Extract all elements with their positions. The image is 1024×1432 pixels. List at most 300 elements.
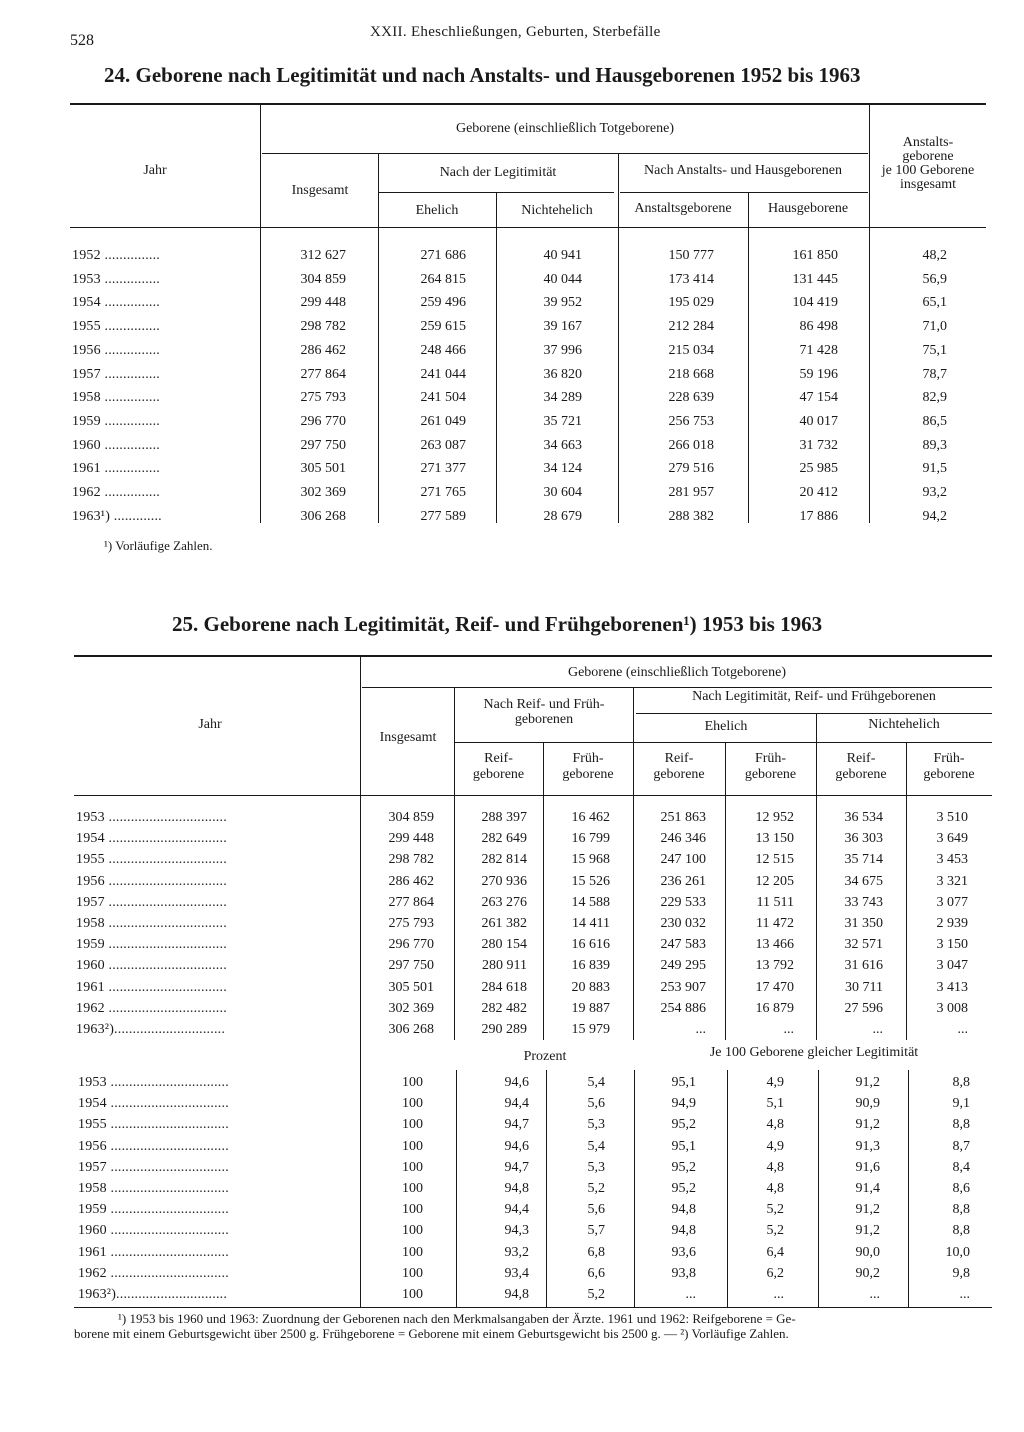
t24-cell: 312 627 <box>300 248 346 263</box>
t24-cell: 65,1 <box>922 295 947 311</box>
t25-pct-row-year: 1953 ................................ <box>78 1075 229 1090</box>
t24-cell: 277 864 <box>300 366 346 382</box>
t25-abs-cell: 275 793 <box>388 916 434 931</box>
t24-cell: 48,2 <box>922 248 947 263</box>
table-24-vrule <box>260 105 261 523</box>
t25-abs-cell: 3 649 <box>936 831 968 847</box>
t25-abs-cell: 11 511 <box>756 894 794 910</box>
t25-abs-cell: 27 596 <box>844 1000 883 1016</box>
t25-abs-cell: 12 515 <box>755 852 794 868</box>
t25-reif-header: Reif- <box>484 751 513 766</box>
t24-cell: 212 284 <box>668 319 714 335</box>
t25-abs-cell: 13 792 <box>755 958 794 974</box>
t25-pct-cell: 95,1 <box>671 1138 696 1154</box>
t24-cell: 89,3 <box>922 437 947 453</box>
t25-pct-cell: 93,2 <box>504 1244 529 1260</box>
t24-cell: 288 382 <box>668 508 714 524</box>
t24-cell: 17 886 <box>799 508 838 524</box>
table-24-group-rule <box>262 153 868 154</box>
t25-abs-row-year: 1962 ................................ <box>76 1000 227 1016</box>
t24-je100-header: geborene <box>902 149 954 164</box>
t25-group-header: Geborene (einschließlich Totgeborene) <box>567 665 786 680</box>
t25-abs-cell: 15 979 <box>571 1022 610 1037</box>
t24-cell: 296 770 <box>300 413 346 429</box>
t25-abs-row-year: 1954 ................................ <box>76 831 227 847</box>
t24-cell: 20 412 <box>799 485 838 500</box>
t25-abs-cell: 280 154 <box>481 937 527 953</box>
t25-pct-cell: 100 <box>402 1159 423 1175</box>
t25-pct-cell: 91,2 <box>855 1223 880 1239</box>
t24-cell: 82,9 <box>922 390 947 406</box>
t25-abs-cell: 11 472 <box>756 916 794 931</box>
t25-pct-cell: 5,6 <box>587 1096 605 1112</box>
t24-je100-header: je 100 Geborene <box>881 163 975 178</box>
running-head: XXII. Eheschließungen, Geburten, Sterbefälle <box>370 24 661 40</box>
t25-pct-row-year: 1954 ................................ <box>78 1096 229 1112</box>
t24-cell: 56,9 <box>922 271 947 287</box>
t24-cell: 40 044 <box>543 271 582 287</box>
t25-pct-cell: 100 <box>402 1244 423 1260</box>
t25-pct-cell: 94,8 <box>504 1181 529 1196</box>
t25-ehelich-header: Ehelich <box>704 719 748 734</box>
t25-abs-cell: 3 413 <box>936 979 968 995</box>
t25-abs-row-year: 1960 ................................ <box>76 958 227 974</box>
table-25-title: 25. Geborene nach Legitimität, Reif- und Frühgeborenen¹) 1953 bis 1963 <box>172 612 823 636</box>
t25-frueh-header: geborene <box>923 767 975 782</box>
t25-pct-cell: 94,7 <box>504 1159 529 1175</box>
t25-abs-cell: 288 397 <box>481 810 527 825</box>
t25-pct-cell: ... <box>959 1287 970 1302</box>
t25-frueh-header: geborene <box>744 767 797 782</box>
t24-cell: 271 686 <box>420 248 466 263</box>
t25-pct-cell: 95,1 <box>671 1075 696 1090</box>
t24-nichtehelich-header: Nichtehelich <box>521 203 593 218</box>
t25-pct-cell: 8,8 <box>952 1223 970 1239</box>
t25-pct-cell: 8,8 <box>952 1117 970 1133</box>
t25-abs-cell: 3 510 <box>936 810 968 825</box>
t25-pct-row-year: 1961 ................................ <box>78 1244 229 1260</box>
t25-pct-cell: 8,4 <box>952 1159 970 1175</box>
t25-abs-cell: 290 289 <box>481 1022 527 1037</box>
t24-cell: 281 957 <box>668 485 714 500</box>
t24-cell: 195 029 <box>668 295 714 311</box>
t25-abs-cell: 3 077 <box>936 894 968 910</box>
t25-abs-cell: 16 462 <box>571 810 610 825</box>
t25-jahr-header: Jahr <box>198 717 222 732</box>
t25-pct-cell: 94,4 <box>504 1202 529 1218</box>
t24-cell: 91,5 <box>922 461 947 477</box>
t25-footnote: ¹) 1953 bis 1960 und 1963: Zuordnung der Geborenen nach den Merkmalsangaben der Ärzte. 1961 und 1962: Reifgeborene = Ge- <box>118 1311 796 1326</box>
t25-abs-cell: ... <box>695 1022 706 1037</box>
t24-cell: 306 268 <box>300 508 346 524</box>
t25-abs-cell: 302 369 <box>388 1000 434 1016</box>
t25-abs-cell: 3 008 <box>936 1000 968 1016</box>
t25-abs-row-year: 1963²).............................. <box>76 1022 226 1037</box>
t24-cell: 86 498 <box>799 319 838 335</box>
t25-abs-cell: 263 276 <box>481 894 527 910</box>
t24-cell: 31 732 <box>799 437 838 453</box>
t25-pct-cell: 100 <box>402 1265 423 1281</box>
t24-cell: 30 604 <box>543 485 582 500</box>
t25-abs-cell: 249 295 <box>660 958 706 974</box>
t25-pct-cell: 100 <box>402 1117 423 1133</box>
t25-abs-row-year: 1953 ................................ <box>76 810 227 825</box>
t25-abs-row-year: 1955 ................................ <box>76 852 227 868</box>
t25-pct-cell: 94,8 <box>671 1223 696 1239</box>
t25-pct-cell: 91,2 <box>855 1117 880 1133</box>
t24-anstalt-header: Anstaltsgeborene <box>634 201 732 216</box>
t25-frueh-header: geborene <box>562 767 614 782</box>
table-25-sub-rule <box>454 742 992 743</box>
t25-abs-cell: 17 470 <box>755 979 794 995</box>
t25-pct-cell: 90,2 <box>855 1265 880 1281</box>
t25-pct-cell: 90,0 <box>855 1244 880 1260</box>
t25-footnote: borene mit einem Geburtsgewicht über 2500 g. Frühgeborene = Geborene mit einem Geburtsgewicht bis 2500 g. — ²) Vorläufige Zahlen. <box>74 1326 789 1341</box>
t25-pct-cell: 94,8 <box>504 1287 529 1302</box>
t25-pct-cell: 5,4 <box>587 1075 605 1090</box>
t24-cell: 94,2 <box>922 508 947 524</box>
t24-legit-header: Nach der Legitimität <box>439 165 557 180</box>
t25-reif-group-header: Nach Reif- und Früh- <box>483 697 605 712</box>
t24-cell: 297 750 <box>300 437 346 453</box>
t24-row-year: 1957 ............... <box>72 366 160 382</box>
t25-abs-cell: 35 714 <box>844 852 883 868</box>
t25-abs-cell: 12 205 <box>755 873 794 889</box>
t24-footnote: ¹) Vorläufige Zahlen. <box>104 538 213 553</box>
t25-abs-cell: 14 411 <box>572 916 610 931</box>
t25-abs-cell: 2 939 <box>936 916 968 931</box>
t25-abs-cell: 32 571 <box>844 937 883 953</box>
t25-pct-cell: 4,8 <box>766 1159 784 1175</box>
table-24-anstalt-rule <box>620 192 868 193</box>
t25-je100-label: Je 100 Geborene gleicher Legitimität <box>709 1045 919 1060</box>
t25-abs-cell: 247 100 <box>660 852 706 868</box>
t25-pct-cell: 9,8 <box>952 1265 970 1281</box>
t25-abs-cell: 229 533 <box>660 894 706 910</box>
t24-row-year: 1961 ............... <box>72 461 160 477</box>
t25-abs-cell: 3 453 <box>936 852 968 868</box>
t24-cell: 266 018 <box>668 437 714 453</box>
t25-pct-cell: 100 <box>402 1096 423 1112</box>
t24-cell: 71 428 <box>799 342 838 358</box>
t24-row-year: 1955 ............... <box>72 319 160 335</box>
t24-cell: 248 466 <box>420 342 466 358</box>
table-24-header-rule <box>70 227 986 228</box>
t25-abs-cell: 282 649 <box>481 831 527 847</box>
t24-cell: 173 414 <box>668 271 714 287</box>
t25-abs-cell: 251 863 <box>660 810 706 825</box>
t25-pct-cell: 8,7 <box>952 1138 970 1154</box>
t25-pct-cell: 5,3 <box>587 1159 605 1175</box>
t25-abs-cell: ... <box>957 1022 968 1037</box>
t24-cell: 93,2 <box>922 485 947 500</box>
t25-pct-cell: 5,2 <box>587 1181 605 1196</box>
t24-insgesamt-header: Insgesamt <box>291 183 349 198</box>
t24-cell: 28 679 <box>543 508 582 524</box>
t25-pct-cell: 6,8 <box>587 1244 605 1260</box>
t25-abs-cell: 280 911 <box>482 958 527 974</box>
t25-abs-cell: 16 839 <box>571 958 610 974</box>
t24-cell: 218 668 <box>668 366 714 382</box>
table-25-top-rule <box>74 655 992 657</box>
t24-cell: 241 044 <box>420 366 466 382</box>
t24-cell: 241 504 <box>420 390 466 406</box>
t25-abs-cell: 16 799 <box>571 831 610 847</box>
t25-reif-header: geborene <box>835 767 887 782</box>
t25-abs-cell: 33 743 <box>844 894 883 910</box>
table-25-legit-rule <box>636 713 992 714</box>
t25-abs-cell: 246 346 <box>660 831 706 847</box>
t24-cell: 261 049 <box>420 413 466 429</box>
t24-row-year: 1956 ............... <box>72 342 160 358</box>
t25-abs-row-year: 1959 ................................ <box>76 937 227 953</box>
t25-pct-cell: 8,8 <box>952 1202 970 1218</box>
t25-reif-header: geborene <box>653 767 705 782</box>
t25-abs-cell: 298 782 <box>388 852 434 868</box>
t25-abs-cell: 306 268 <box>388 1022 434 1037</box>
t25-abs-cell: 261 382 <box>481 916 527 931</box>
t25-reif-group-header: geborenen <box>514 712 574 727</box>
table-24-title: 24. Geborene nach Legitimität und nach Anstalts- und Hausgeborenen 1952 bis 1963 <box>104 63 861 87</box>
t25-abs-row-year: 1961 ................................ <box>76 979 227 995</box>
t25-abs-row-year: 1956 ................................ <box>76 873 227 889</box>
table-25-group-rule <box>362 687 992 688</box>
t25-pct-cell: 100 <box>402 1138 423 1154</box>
t25-abs-cell: 16 879 <box>755 1000 794 1016</box>
t25-pct-row-year: 1962 ................................ <box>78 1265 229 1281</box>
t25-pct-cell: 91,4 <box>855 1181 880 1196</box>
t25-abs-cell: 296 770 <box>388 937 434 953</box>
t25-pct-cell: ... <box>869 1287 880 1302</box>
t24-cell: 71,0 <box>922 319 947 335</box>
t25-pct-cell: 5,7 <box>587 1223 605 1239</box>
t25-pct-cell: 100 <box>402 1181 423 1196</box>
t25-pct-cell: 91,2 <box>855 1202 880 1218</box>
page-number: 528 <box>70 32 94 49</box>
t25-abs-cell: 30 711 <box>845 979 883 995</box>
t24-row-year: 1963¹) ............. <box>72 508 162 524</box>
t25-abs-cell: 36 534 <box>844 810 883 825</box>
t25-pct-cell: ... <box>685 1287 696 1302</box>
t25-insgesamt-header: Insgesamt <box>379 730 437 745</box>
t25-abs-cell: 15 968 <box>571 852 610 868</box>
t24-cell: 150 777 <box>668 248 714 263</box>
t25-abs-cell: 34 675 <box>844 873 883 889</box>
t25-abs-cell: 286 462 <box>388 873 434 889</box>
t25-nichtehelich-header: Nichtehelich <box>868 717 940 732</box>
t25-abs-row-year: 1958 ................................ <box>76 916 227 931</box>
t25-pct-cell: 94,6 <box>504 1075 529 1090</box>
t24-cell: 279 516 <box>668 461 714 477</box>
t25-abs-cell: 14 588 <box>571 894 610 910</box>
t25-abs-cell: 304 859 <box>388 810 434 825</box>
t25-pct-cell: 94,4 <box>504 1096 529 1112</box>
t25-pct-cell: 93,8 <box>671 1265 696 1281</box>
t25-pct-cell: 6,4 <box>766 1244 784 1260</box>
t24-cell: 215 034 <box>668 342 714 358</box>
t24-ehelich-header: Ehelich <box>415 203 459 218</box>
t25-pct-cell: 5,2 <box>766 1202 784 1218</box>
t24-row-year: 1953 ............... <box>72 271 160 287</box>
t24-cell: 302 369 <box>300 485 346 500</box>
t25-pct-cell: 5,2 <box>587 1287 605 1302</box>
t25-pct-row-year: 1956 ................................ <box>78 1138 229 1154</box>
t25-abs-cell: 15 526 <box>571 873 610 889</box>
t25-reif-header: Reif- <box>664 751 694 766</box>
t25-pct-cell: 6,2 <box>766 1265 784 1281</box>
t25-abs-cell: 284 618 <box>481 979 527 995</box>
t25-pct-cell: 100 <box>402 1223 423 1239</box>
t25-abs-cell: 282 814 <box>481 852 527 868</box>
t25-abs-cell: 31 616 <box>844 958 883 974</box>
t24-row-year: 1958 ............... <box>72 390 160 406</box>
t24-haus-header: Hausgeborene <box>767 201 849 216</box>
t25-legit-group-header: Nach Legitimität, Reif- und Frühgeborenen <box>692 689 936 704</box>
t25-pct-cell: 8,6 <box>952 1181 970 1196</box>
t24-cell: 256 753 <box>668 413 714 429</box>
t25-pct-cell: 5,6 <box>587 1202 605 1218</box>
t25-abs-cell: 230 032 <box>660 916 706 931</box>
t25-pct-cell: 91,2 <box>855 1075 880 1090</box>
t24-cell: 299 448 <box>300 295 346 311</box>
t24-cell: 75,1 <box>922 342 947 358</box>
t25-pct-cell: 5,1 <box>766 1096 784 1112</box>
t25-pct-cell: 6,6 <box>587 1265 605 1281</box>
table-24-top-rule <box>70 103 986 105</box>
t25-pct-cell: 5,2 <box>766 1223 784 1239</box>
t25-abs-cell: ... <box>783 1022 794 1037</box>
t25-pct-cell: 8,8 <box>952 1075 970 1090</box>
t25-abs-cell: 282 482 <box>481 1000 527 1016</box>
t25-prozent-label: Prozent <box>523 1049 567 1064</box>
t25-abs-cell: 13 466 <box>755 937 794 953</box>
t25-pct-cell: 94,6 <box>504 1138 529 1154</box>
t25-pct-cell: 4,8 <box>766 1181 784 1196</box>
t25-pct-cell: 90,9 <box>855 1096 880 1112</box>
t25-pct-cell: 94,9 <box>671 1096 696 1112</box>
t24-cell: 40 017 <box>799 413 838 429</box>
table-24-vrule <box>748 193 749 523</box>
table-25-bottom-rule <box>74 1307 992 1308</box>
t25-abs-cell: 254 886 <box>660 1000 706 1016</box>
t24-cell: 271 377 <box>420 461 466 477</box>
t25-pct-cell: 4,9 <box>766 1075 784 1090</box>
t25-frueh-header: Früh- <box>572 751 604 766</box>
table-25-header-rule <box>74 795 992 796</box>
table-24-vrule <box>496 193 497 523</box>
t24-row-year: 1959 ............... <box>72 413 160 429</box>
t24-cell: 277 589 <box>420 508 466 524</box>
t25-abs-cell: 31 350 <box>844 916 883 931</box>
t25-pct-cell: 100 <box>402 1202 423 1218</box>
t25-abs-cell: 3 047 <box>936 958 968 974</box>
t25-pct-cell: 4,9 <box>766 1138 784 1154</box>
t25-abs-cell: 253 907 <box>660 979 706 995</box>
t25-pct-cell: 10,0 <box>945 1244 970 1260</box>
t25-pct-row-year: 1959 ................................ <box>78 1202 229 1218</box>
t25-pct-cell: 91,3 <box>855 1138 880 1154</box>
t25-abs-row-year: 1957 ................................ <box>76 894 227 910</box>
t24-cell: 59 196 <box>799 366 838 382</box>
t25-pct-cell: 94,8 <box>671 1202 696 1218</box>
t25-pct-row-year: 1963²).............................. <box>78 1287 228 1302</box>
t25-abs-cell: 3 321 <box>936 873 968 889</box>
t24-cell: 161 850 <box>792 248 838 263</box>
t24-jahr-header: Jahr <box>143 163 167 178</box>
t25-frueh-header: Früh- <box>933 751 965 766</box>
t24-cell: 275 793 <box>300 390 346 406</box>
t25-pct-cell: ... <box>773 1287 784 1302</box>
t25-pct-cell: 5,4 <box>587 1138 605 1154</box>
t24-cell: 40 941 <box>543 248 582 263</box>
t25-pct-cell: 100 <box>402 1287 423 1302</box>
t24-cell: 264 815 <box>420 271 466 287</box>
t25-pct-row-year: 1957 ................................ <box>78 1159 229 1175</box>
t24-je100-header: Anstalts- <box>902 135 954 150</box>
t25-pct-cell: 4,8 <box>766 1117 784 1133</box>
t25-pct-cell: 93,6 <box>671 1244 696 1260</box>
t24-cell: 286 462 <box>300 342 346 358</box>
t25-pct-cell: 91,6 <box>855 1159 880 1175</box>
t24-cell: 34 663 <box>543 437 582 453</box>
t24-cell: 34 124 <box>543 461 582 477</box>
t25-abs-cell: 3 150 <box>936 937 968 953</box>
t25-abs-cell: 36 303 <box>844 831 883 847</box>
t24-group-header: Geborene (einschließlich Totgeborene) <box>455 121 674 136</box>
t25-abs-cell: 270 936 <box>481 873 527 889</box>
t24-cell: 25 985 <box>799 461 838 477</box>
t25-pct-cell: 5,3 <box>587 1117 605 1133</box>
t24-cell: 35 721 <box>543 413 582 429</box>
t24-anstalt-group-header: Nach Anstalts- und Hausgeborenen <box>644 163 842 178</box>
t25-abs-cell: 277 864 <box>388 894 434 910</box>
t24-cell: 228 639 <box>668 390 714 406</box>
t24-cell: 259 615 <box>420 319 466 335</box>
t25-reif-header: geborene <box>472 767 525 782</box>
t25-abs-cell: 12 952 <box>755 810 794 825</box>
t25-abs-cell: 236 261 <box>660 873 706 889</box>
t24-cell: 259 496 <box>420 295 466 311</box>
t24-je100-header: insgesamt <box>900 177 956 192</box>
t25-pct-cell: 94,7 <box>504 1117 529 1133</box>
t24-cell: 304 859 <box>300 271 346 287</box>
t24-cell: 298 782 <box>300 319 346 335</box>
t24-row-year: 1954 ............... <box>72 295 160 311</box>
t24-cell: 34 289 <box>543 390 582 406</box>
t25-abs-cell: ... <box>872 1022 883 1037</box>
t25-frueh-header: Früh- <box>754 751 787 766</box>
t25-pct-cell: 100 <box>402 1075 423 1090</box>
t25-abs-cell: 297 750 <box>388 958 434 974</box>
t25-pct-cell: 9,1 <box>952 1096 970 1112</box>
t25-abs-cell: 299 448 <box>388 831 434 847</box>
t24-cell: 39 167 <box>543 319 582 335</box>
t25-pct-cell: 95,2 <box>671 1117 696 1133</box>
t25-abs-cell: 19 887 <box>571 1000 610 1016</box>
t25-abs-cell: 13 150 <box>755 831 794 847</box>
t25-abs-cell: 20 883 <box>571 979 610 995</box>
t24-cell: 263 087 <box>420 437 466 453</box>
t24-row-year: 1962 ............... <box>72 485 160 500</box>
t24-cell: 36 820 <box>543 366 582 382</box>
t25-pct-cell: 95,2 <box>671 1181 696 1196</box>
t24-cell: 305 501 <box>300 461 346 477</box>
t25-pct-cell: 94,3 <box>504 1223 529 1239</box>
t25-pct-row-year: 1955 ................................ <box>78 1117 229 1133</box>
t24-cell: 47 154 <box>799 390 838 406</box>
t25-abs-cell: 16 616 <box>571 937 610 953</box>
t25-pct-cell: 95,2 <box>671 1159 696 1175</box>
